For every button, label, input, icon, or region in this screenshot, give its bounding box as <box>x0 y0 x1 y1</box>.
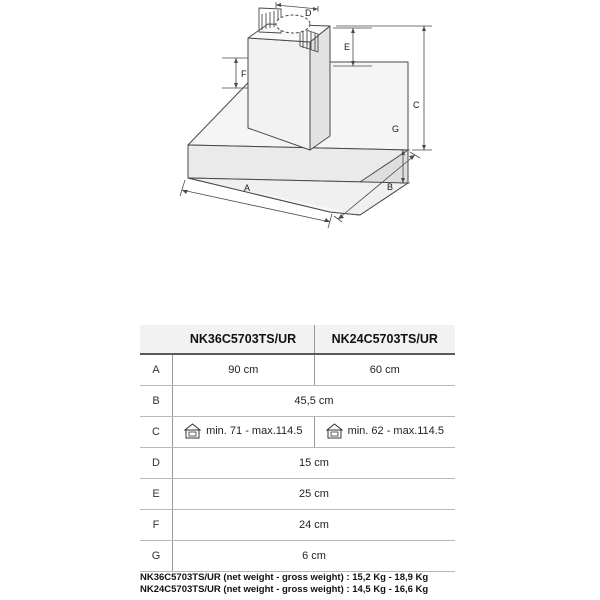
dimension-label-G: G <box>392 124 400 134</box>
chimney-side <box>310 26 330 150</box>
dimension-label-C: C <box>413 100 420 110</box>
row-label-f: F <box>140 510 173 541</box>
header-corner-cell <box>140 325 173 354</box>
table-row <box>140 541 455 572</box>
table-header-row <box>140 325 455 354</box>
row-label-d: D <box>140 448 173 479</box>
dimension-label-D: D <box>305 8 312 18</box>
row-a-value-1: 90 cm <box>173 354 315 386</box>
row-label-c: C <box>140 417 173 448</box>
dimension-label-B: B <box>387 182 394 192</box>
row-c-value-1: min. 71 - max.114.5 <box>206 424 303 437</box>
row-label-b: B <box>140 386 173 417</box>
table-row <box>140 354 455 386</box>
table-row <box>140 448 455 479</box>
weight-note-line-2: NK24C5703TS/UR (net weight - gross weight) : 14,5 Kg - 16,6 Kg <box>140 584 429 595</box>
dimension-label-E: E <box>344 42 351 52</box>
row-label-g: G <box>140 541 173 572</box>
dimension-E <box>333 28 372 66</box>
row-c-cell-2 <box>314 417 455 448</box>
table-row <box>140 479 455 510</box>
row-d-value: 15 cm <box>173 448 456 479</box>
table-row <box>140 510 455 541</box>
row-c-cell-1 <box>173 417 315 448</box>
dimension-D <box>276 2 318 12</box>
house-icon <box>184 423 201 439</box>
table-row <box>140 386 455 417</box>
row-label-e: E <box>140 479 173 510</box>
row-label-a: A <box>140 354 173 386</box>
table-row <box>140 417 455 448</box>
header-model-1: NK36C5703TS/UR <box>173 325 315 354</box>
row-b-value: 45,5 cm <box>173 386 456 417</box>
dimension-label-F: F <box>241 69 247 79</box>
header-model-2: NK24C5703TS/UR <box>314 325 455 354</box>
row-c-value-2: min. 62 - max.114.5 <box>347 424 444 437</box>
row-f-value: 24 cm <box>173 510 456 541</box>
weight-notes <box>140 572 428 596</box>
row-e-value: 25 cm <box>173 479 456 510</box>
house-icon <box>326 423 343 439</box>
row-a-value-2: 60 cm <box>314 354 455 386</box>
dimension-label-A: A <box>244 183 251 193</box>
weight-note-line-1: NK36C5703TS/UR (net weight - gross weight) : 15,2 Kg - 18,9 Kg <box>140 572 429 583</box>
hood-front-bottom <box>188 178 408 215</box>
row-g-value: 6 cm <box>173 541 456 572</box>
specification-table <box>140 325 455 572</box>
